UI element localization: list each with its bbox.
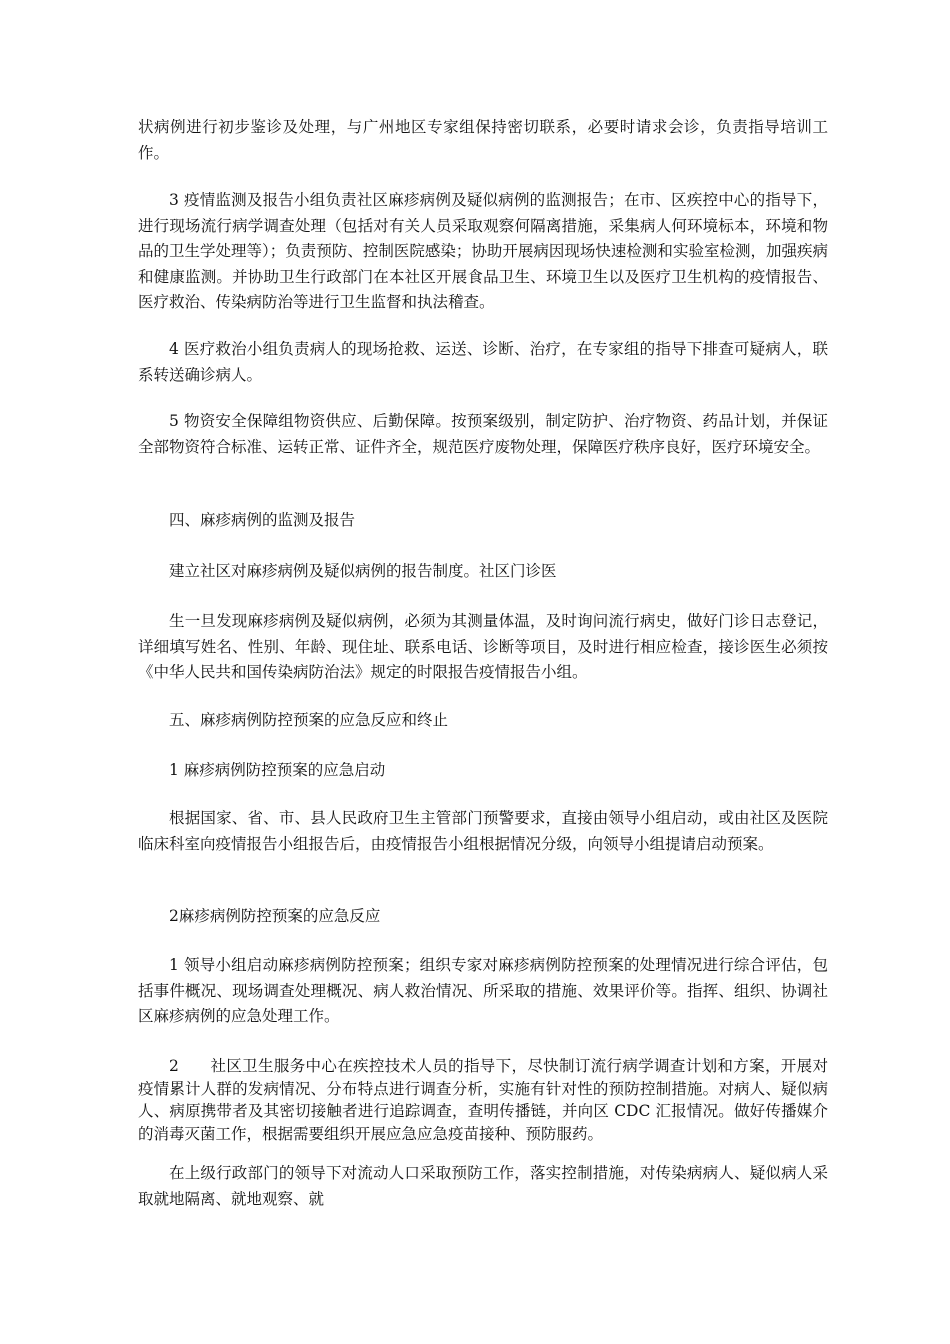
paragraph-response-1: 1 领导小组启动麻疹病例防控预案；组织专家对麻疹病例防控预案的处理情况进行综合评估，包括事件概况、现场调查处理概况、病人救治情况、所采取的措施、效果评价等。指挥、组织、协调社区麻疹病例的应急处理工作。 bbox=[138, 956, 828, 1025]
section-heading-four: 四、麻疹病例的监测及报告 bbox=[169, 511, 356, 529]
paragraph-report-detail: 生一旦发现麻疹病例及疑似病例，必须为其测量体温，及时询问流行病史，做好门诊日志登记，详细填写姓名、性别、年龄、现住址、联系电话、诊断等项目，及时进行相应检查，接诊医生必须按《中华人民共和国传染病防治法》规定的时限报告疫情报告小组。 bbox=[138, 612, 828, 681]
paragraph-emergency-start: 根据国家、省、市、县人民政府卫生主管部门预警要求，直接由领导小组启动，或由社区及医院临床科室向疫情报告小组报告后，由疫情报告小组根据情况分级，向领导小组提请启动预案。 bbox=[138, 809, 828, 853]
section-heading-five: 五、麻疹病例防控预案的应急反应和终止 bbox=[169, 711, 449, 729]
paragraph-continuation: 状病例进行初步鉴诊及处理，与广州地区专家组保持密切联系，必要时请求会诊，负责指导培训工作。 bbox=[138, 118, 828, 162]
paragraph-item-5: 5 物资安全保障组物资供应、后勤保障。按预案级别，制定防护、治疗物资、药品计划，并保证全部物资符合标准、运转正常、证件齐全，规范医疗废物处理，保障医疗秩序良好，医疗环境安全。 bbox=[138, 412, 828, 456]
paragraph-floating-population: 在上级行政部门的领导下对流动人口采取预防工作，落实控制措施，对传染病病人、疑似病人采取就地隔离、就地观察、就 bbox=[138, 1164, 828, 1208]
subheading-emergency-start: 1 麻疹病例防控预案的应急启动 bbox=[169, 761, 386, 779]
paragraph-item-3: 3 疫情监测及报告小组负责社区麻疹病例及疑似病例的监测报告；在市、区疾控中心的指导下，进行现场流行病学调查处理（包括对有关人员采取观察何隔离措施，采集病人何环境标本，环境和物品的卫生学处理等）；负责预防、控制医院感染；协助开展病因现场快速检测和实验室检测，加强疾病和健康监测。并协助卫生行政部门在本社区开展食品卫生、环境卫生以及医疗卫生机构的疫情报告、医疗救治、传染病防治等进行卫生监督和执法稽查。 bbox=[138, 191, 828, 311]
paragraph-report-system: 建立社区对麻疹病例及疑似病例的报告制度。社区门诊医 bbox=[169, 562, 557, 580]
subheading-emergency-response: 2麻疹病例防控预案的应急反应 bbox=[169, 907, 381, 925]
paragraph-response-2: 2 社区卫生服务中心在疾控技术人员的指导下，尽快制订流行病学调查计划和方案，开展对疫情累计人群的发病情况、分布特点进行调查分析，实施有针对性的预防控制措施。对病人、疑似病人、病原携带者及其密切接触者进行追踪调查，查明传播链，并向区 CDC 汇报情况。做好传播媒介的消毒灭菌工作，根据需要组织开展应急应急疫苗接种、预防服药。 bbox=[138, 1057, 828, 1143]
paragraph-item-4: 4 医疗救治小组负责病人的现场抢救、运送、诊断、治疗，在专家组的指导下排查可疑病人，联系转送确诊病人。 bbox=[138, 340, 828, 384]
